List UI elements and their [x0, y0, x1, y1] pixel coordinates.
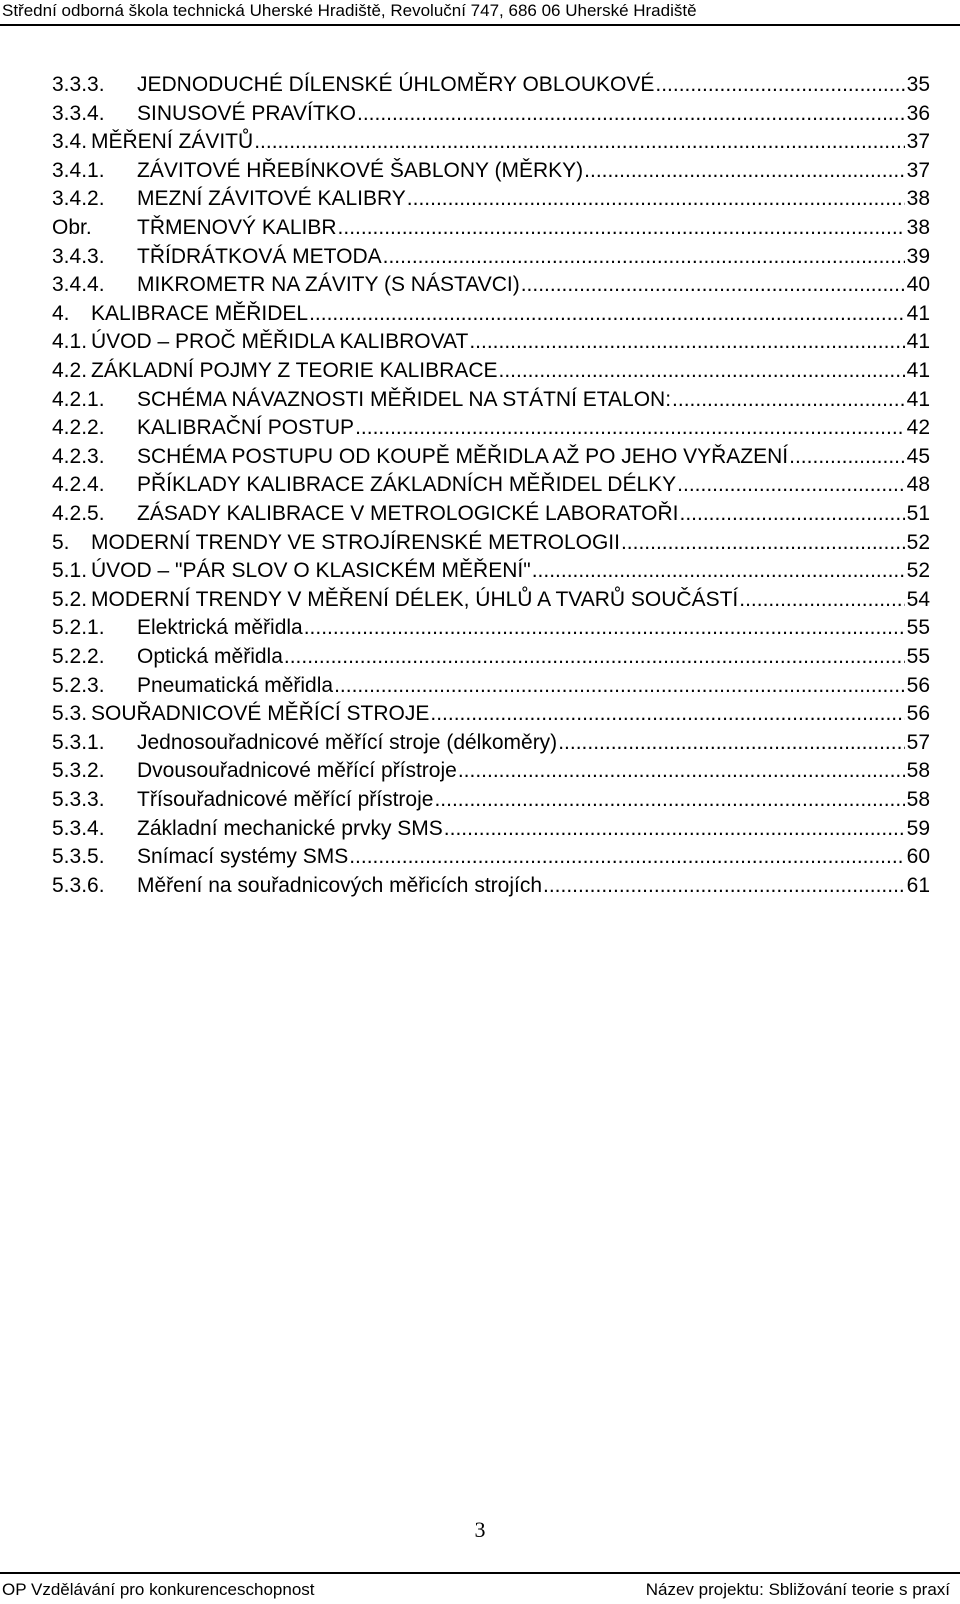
- toc-entry-title: Elektrická měřidla: [137, 616, 303, 640]
- toc-entry[interactable]: [52, 127, 930, 156]
- toc-entry-title: Jednosouřadnicové měřící stroje (délkoměry): [137, 730, 558, 754]
- toc-entry-number: 3.3.4.: [52, 101, 105, 125]
- toc-dot-leader: [558, 728, 904, 757]
- toc-entry-title: MODERNÍ TRENDY V MĚŘENÍ DÉLEK, ÚHLŮ A TVARŮ SOUČÁSTÍ: [91, 587, 739, 611]
- toc-entry[interactable]: [52, 871, 930, 900]
- toc-entry-number: 5.: [52, 530, 70, 554]
- toc-dot-leader: [584, 156, 904, 185]
- toc-entry-title: SCHÉMA POSTUPU OD KOUPĚ MĚŘIDLA AŽ PO JEHO VYŘAZENÍ: [137, 444, 789, 468]
- toc-entry-number: 5.3.3.: [52, 788, 105, 811]
- toc-entry-number: 5.2.: [52, 587, 88, 611]
- toc-entry-page: 39: [906, 244, 930, 268]
- toc-entry[interactable]: [52, 642, 930, 671]
- toc-entry-title: SCHÉMA NÁVAZNOSTI MĚŘIDEL NA STÁTNÍ ETALON:: [137, 387, 672, 411]
- toc-entry-title: Základní mechanické prvky SMS: [137, 816, 443, 840]
- toc-entry[interactable]: [52, 814, 930, 843]
- toc-dot-leader: [739, 585, 904, 614]
- toc-entry-page: 57: [906, 730, 930, 754]
- toc-entry-number: 4.2.2.: [52, 416, 105, 440]
- toc-dot-leader: [284, 642, 905, 671]
- toc-dot-leader: [532, 556, 905, 585]
- toc-entry-number: 4.2.3.: [52, 444, 105, 468]
- toc-entry-number: 5.2.1.: [52, 616, 105, 640]
- footer-left-text: OP Vzdělávání pro konkurenceschopnost: [2, 1580, 315, 1599]
- toc-entry-title: SOUŘADNICOVÉ MĚŘÍCÍ STROJE: [91, 702, 430, 726]
- toc-dot-leader: [434, 785, 904, 814]
- toc-entry-title: Dvousouřadnicové měřící přístroje: [137, 759, 457, 783]
- toc-entry[interactable]: [52, 728, 930, 757]
- toc-entry[interactable]: [52, 356, 930, 385]
- toc-dot-leader: [444, 814, 905, 843]
- toc-entry-page: 51: [906, 502, 930, 525]
- toc-entry-title: ÚVOD – PROČ MĚŘIDLA KALIBROVAT: [91, 330, 469, 354]
- toc-entry-title: Pneumatická měřidla: [137, 673, 334, 697]
- toc-entry[interactable]: [52, 528, 930, 557]
- toc-entry-title: MEZNÍ ZÁVITOVÉ KALIBRY: [137, 187, 406, 211]
- toc-entry-page: 41: [906, 387, 930, 411]
- toc-entry-number: 3.3.3.: [52, 73, 105, 96]
- toc-entry-page: 41: [906, 359, 930, 382]
- toc-entry-title: SINUSOVÉ PRAVÍTKO: [137, 101, 356, 125]
- toc-dot-leader: [458, 756, 905, 785]
- toc-entry-number: 4.2.5.: [52, 502, 105, 525]
- toc-entry[interactable]: [52, 699, 930, 728]
- toc-entry-title: TŘÍDRÁTKOVÁ METODA: [137, 244, 382, 268]
- toc-entry-page: 37: [906, 130, 930, 154]
- toc-entry-page: 54: [906, 587, 930, 611]
- toc-entry[interactable]: [52, 756, 930, 785]
- toc-entry-number: 5.3.: [52, 702, 88, 726]
- toc-entry-page: 56: [906, 702, 930, 726]
- toc-entry-page: 35: [906, 73, 930, 96]
- toc-dot-leader: [521, 270, 905, 299]
- toc-dot-leader: [679, 499, 904, 528]
- toc-entry-title: ZÁKLADNÍ POJMY Z TEORIE KALIBRACE: [91, 359, 498, 382]
- toc-entry-title: MIKROMETR NA ZÁVITY (S NÁSTAVCI): [137, 273, 520, 297]
- toc-dot-leader: [499, 356, 905, 385]
- header-text: Střední odborná škola technická Uherské Hradiště, Revoluční 747, 686 06 Uherské Hradiště: [2, 1, 697, 20]
- toc-dot-leader: [334, 671, 905, 700]
- toc-entry-title: MĚŘENÍ ZÁVITŮ: [91, 130, 254, 154]
- toc-entry-page: 38: [906, 216, 930, 239]
- page-header: [0, 0, 960, 26]
- toc-entry-page: 55: [906, 616, 930, 640]
- toc-entry-page: 61: [906, 873, 930, 897]
- toc-entry[interactable]: [52, 842, 930, 871]
- toc-entry-number: 5.2.3.: [52, 673, 105, 697]
- toc-entry-page: 41: [906, 301, 930, 325]
- toc-entry[interactable]: [52, 70, 930, 99]
- toc-dot-leader: [789, 442, 905, 471]
- toc-dot-leader: [304, 613, 905, 642]
- toc-entry[interactable]: [52, 385, 930, 414]
- toc-entry-page: 58: [906, 759, 930, 783]
- toc-entry[interactable]: [52, 413, 930, 442]
- toc-entry[interactable]: [52, 671, 930, 700]
- toc-dot-leader: [672, 385, 905, 414]
- toc-dot-leader: [383, 242, 905, 271]
- toc-entry-page: 52: [906, 530, 930, 554]
- toc-entry-number: 3.4.: [52, 130, 88, 154]
- toc-entry-page: 60: [906, 845, 930, 869]
- toc-dot-leader: [621, 528, 905, 557]
- toc-entry-title: Třísouřadnicové měřící přístroje: [137, 788, 434, 811]
- toc-entry-number: 4.1.: [52, 330, 88, 354]
- toc-entry[interactable]: [52, 499, 930, 528]
- toc-entry-number: 5.3.6.: [52, 873, 105, 897]
- toc-entry-title: KALIBRAČNÍ POSTUP: [137, 416, 355, 440]
- toc-entry-page: 56: [906, 673, 930, 697]
- toc-entry[interactable]: [52, 585, 930, 614]
- toc-entry-number: 5.3.2.: [52, 759, 105, 783]
- toc-entry[interactable]: [52, 184, 930, 213]
- toc-entry-title: PŘÍKLADY KALIBRACE ZÁKLADNÍCH MĚŘIDEL DÉLKY: [137, 473, 677, 497]
- toc-entry-number: 5.2.2.: [52, 645, 105, 668]
- toc-entry-page: 52: [906, 559, 930, 583]
- toc-entry-page: 45: [906, 444, 930, 468]
- toc-entry-title: Snímací systémy SMS: [137, 845, 349, 869]
- toc-entry[interactable]: [52, 299, 930, 328]
- toc-dot-leader: [655, 70, 904, 99]
- toc-entry-page: 42: [906, 416, 930, 440]
- toc-dot-leader: [430, 699, 904, 728]
- toc-entry[interactable]: [52, 556, 930, 585]
- toc-entry[interactable]: [52, 785, 930, 814]
- toc-entry[interactable]: [52, 156, 930, 185]
- toc-dot-leader: [338, 213, 905, 242]
- toc-entry-page: 48: [906, 473, 930, 497]
- toc-entry-number: 5.1.: [52, 559, 88, 583]
- toc-entry-title: ZÁSADY KALIBRACE V METROLOGICKÉ LABORATOŘI: [137, 502, 679, 525]
- page-number: 3: [474, 1517, 486, 1542]
- toc-entry-page: 38: [906, 187, 930, 211]
- toc-entry-number: 4.2.: [52, 359, 88, 382]
- toc-entry-title: KALIBRACE MĚŘIDEL: [91, 301, 309, 325]
- toc-entry-title: Měření na souřadnicových měřicích strojích: [137, 873, 542, 897]
- toc-entry-title: ÚVOD – "PÁR SLOV O KLASICKÉM MĚŘENÍ": [91, 559, 531, 583]
- toc-dot-leader: [469, 327, 904, 356]
- toc-entry[interactable]: [52, 442, 930, 471]
- toc-entry-page: 37: [906, 158, 930, 182]
- toc-entry-title: ZÁVITOVÉ HŘEBÍNKOVÉ ŠABLONY (MĚRKY): [137, 158, 584, 182]
- toc-entry[interactable]: [52, 613, 930, 642]
- toc-entry-number: 3.4.3.: [52, 244, 105, 268]
- toc-entry-page: 41: [906, 330, 930, 354]
- toc-entry-number: 4.2.4.: [52, 473, 105, 497]
- toc-entry-title: MODERNÍ TRENDY VE STROJÍRENSKÉ METROLOGII: [91, 530, 620, 554]
- toc-entry-number: 3.4.4.: [52, 273, 105, 297]
- toc-entry-title: Optická měřidla: [137, 645, 283, 668]
- toc-dot-leader: [407, 184, 905, 213]
- toc-entry[interactable]: [52, 470, 930, 499]
- toc-entry[interactable]: [52, 99, 930, 128]
- toc-entry-page: 58: [906, 788, 930, 811]
- toc-dot-leader: [543, 871, 905, 900]
- page-footer: [0, 1572, 960, 1603]
- toc-entry-title: JEDNODUCHÉ DÍLENSKÉ ÚHLOMĚRY OBLOUKOVÉ: [137, 73, 655, 96]
- toc-entry-number: 4.: [52, 301, 70, 325]
- toc-dot-leader: [254, 127, 904, 156]
- toc-entry-number: 5.3.4.: [52, 816, 105, 840]
- toc-dot-leader: [357, 99, 905, 128]
- toc-dot-leader: [677, 470, 904, 499]
- toc-dot-leader: [355, 413, 905, 442]
- toc-entry-page: 36: [906, 101, 930, 125]
- toc-entry-page: 55: [906, 645, 930, 668]
- toc-entry[interactable]: [52, 327, 930, 356]
- toc-entry[interactable]: [52, 213, 930, 242]
- footer-right-text: Název projektu: Sbližování teorie s praxí: [645, 1580, 950, 1599]
- toc-dot-leader: [349, 842, 904, 871]
- toc-entry-number: 3.4.2.: [52, 187, 105, 211]
- toc-entry[interactable]: [52, 242, 930, 271]
- toc-entry-title: TŘMENOVÝ KALIBR: [137, 216, 337, 239]
- toc-entry-number: 3.4.1.: [52, 158, 105, 182]
- toc-entry[interactable]: [52, 270, 930, 299]
- toc-entry-number: 4.2.1.: [52, 387, 105, 411]
- toc-dot-leader: [309, 299, 905, 328]
- toc-entry-page: 40: [906, 273, 930, 297]
- toc-entry-number: 5.3.5.: [52, 845, 105, 869]
- toc-entry-page: 59: [906, 816, 930, 840]
- toc-entry-number: Obr.: [52, 216, 92, 239]
- toc-entry-number: 5.3.1.: [52, 730, 105, 754]
